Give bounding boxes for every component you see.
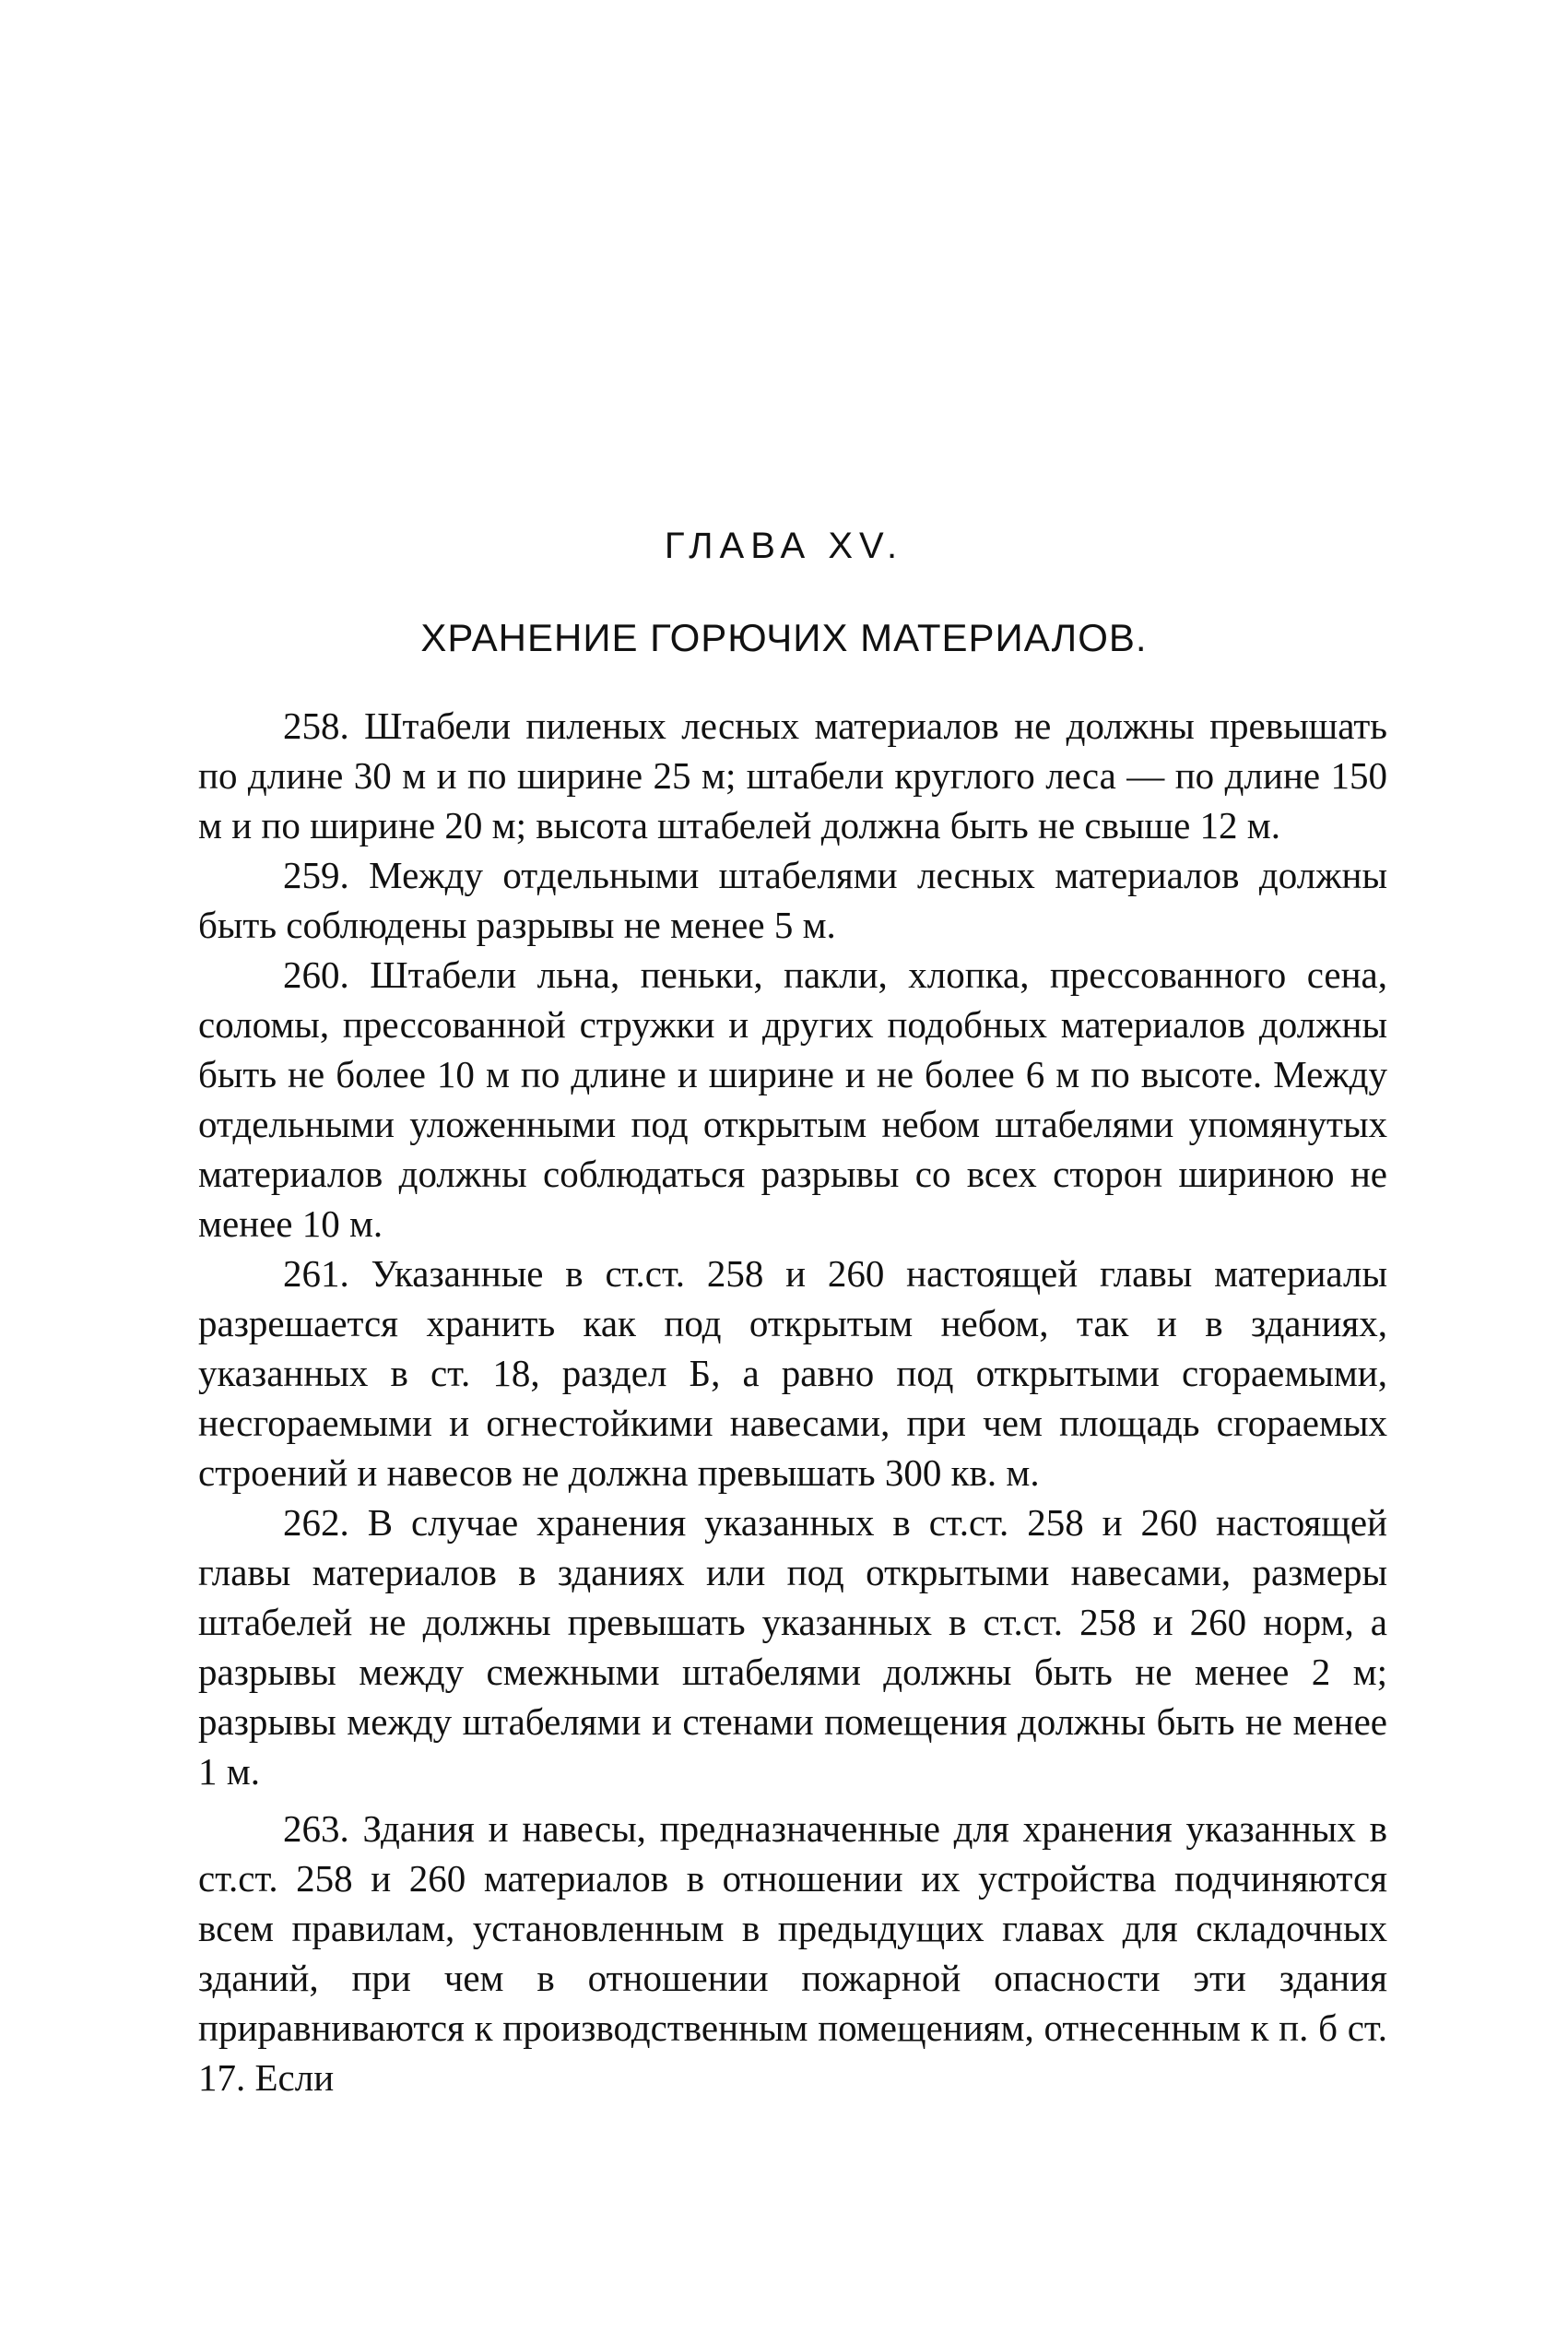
chapter-number: ГЛАВА XV. bbox=[664, 526, 904, 566]
chapter-title: ХРАНЕНИЕ ГОРЮЧИХ МАТЕРИАЛОВ. bbox=[420, 616, 1148, 659]
paragraph-258: 258. Штабели пиленых лесных материалов не должны превышать по длине 30 м и по ширине 25 м; штабели круглого леса — по длине 150 м и по ширине 20 м; высота штабелей должна быть не свыше 12 м. bbox=[198, 704, 1387, 846]
paragraph-262: 262. В случае хранения указанных в ст.ст. 258 и 260 настоящей главы материалов в зданиях или под открытыми навесами, размеры штабелей не должны превышать указанных в ст.ст. 258 и 260 норм, а разрывы между смежными штабелями должны быть не менее 2 м; разрывы между штабелями и стенами помещения должны быть не менее 1 м. bbox=[198, 1501, 1387, 1793]
paragraph-261: 261. Указанные в ст.ст. 258 и 260 настоящей главы материалы разрешается хранить как под открытым небом, так и в зданиях, указанных в ст. 18, раздел Б, а равно под открытыми сгораемыми, несгораемыми и огнестойкими навесами, при чем площадь сгораемых строений и навесов не должна превышать 300 кв. м. bbox=[198, 1252, 1387, 1494]
paragraph-260: 260. Штабели льна, пеньки, пакли, хлопка, прессованного сена, соломы, прессованной стружки и других подобных материалов должны быть не более 10 м по длине и ширине и не более 6 м по высоте. Между отдельными уложенными под открытым небом штабелями упомянутых материалов должны соблюдаться разрывы со всех сторон шириною не менее 10 м. bbox=[198, 953, 1387, 1245]
paragraph-259: 259. Между отдельными штабелями лесных материалов должны быть соблюдены разрывы не менее 5 м. bbox=[198, 854, 1387, 946]
chapter-body bbox=[198, 701, 1387, 2102]
paragraph-263: 263. Здания и навесы, предназначенные для хранения указанных в ст.ст. 258 и 260 материалов в отношении их устройства подчиняются всем правилам, установленным в предыдущих главах для складочных зданий, при чем в отношении пожарной опасности эти здания приравниваются к производственным помещениям, отнесенным к п. б ст. 17. Если bbox=[198, 1807, 1387, 2099]
